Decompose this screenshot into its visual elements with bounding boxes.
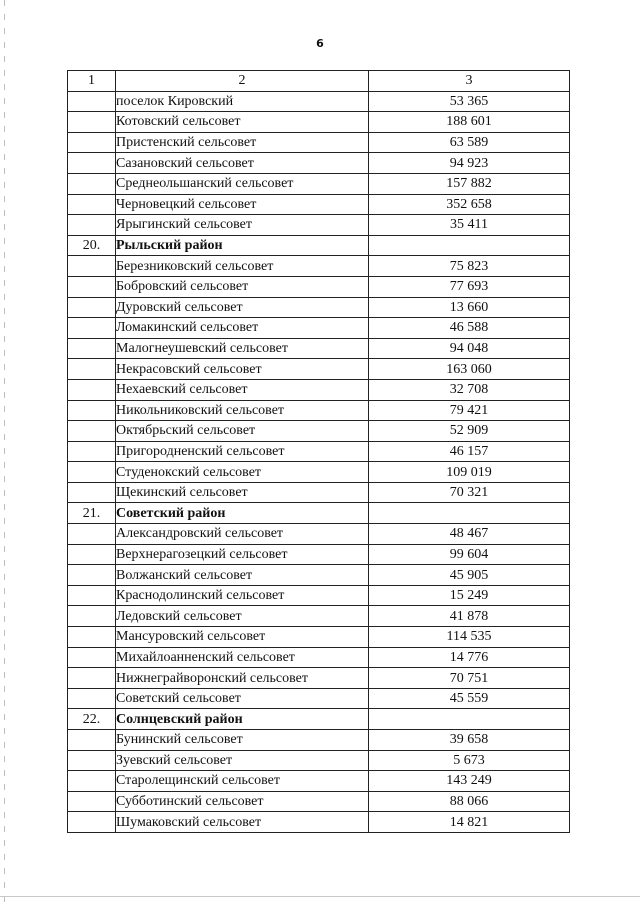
table-row <box>68 668 570 689</box>
row-value: 157 882 <box>369 173 570 194</box>
row-name: Александровский сельсовет <box>116 524 369 545</box>
row-number <box>68 400 116 421</box>
row-name: Сазановский сельсовет <box>116 153 369 174</box>
table-row <box>68 297 570 318</box>
table-row <box>68 771 570 792</box>
row-name: Зуевский сельсовет <box>116 750 369 771</box>
row-number <box>68 173 116 194</box>
row-number <box>68 791 116 812</box>
row-name: Ледовский сельсовет <box>116 606 369 627</box>
table-row <box>68 688 570 709</box>
table-row <box>68 565 570 586</box>
scan-edge-bottom <box>0 896 640 897</box>
row-name: Пригородненский сельсовет <box>116 441 369 462</box>
row-name: Ярыгинский сельсовет <box>116 215 369 236</box>
row-value: 15 249 <box>369 585 570 606</box>
row-name: Солнцевский район <box>116 709 369 730</box>
row-name: Ломакинский сельсовет <box>116 318 369 339</box>
row-value: 79 421 <box>369 400 570 421</box>
row-value: 45 905 <box>369 565 570 586</box>
row-value: 188 601 <box>369 112 570 133</box>
row-name: Мансуровский сельсовет <box>116 627 369 648</box>
table-row <box>68 379 570 400</box>
row-value: 109 019 <box>369 462 570 483</box>
row-value: 14 821 <box>369 812 570 833</box>
table-row <box>68 627 570 648</box>
row-value: 45 559 <box>369 688 570 709</box>
row-value: 46 157 <box>369 441 570 462</box>
row-name: Советский район <box>116 503 369 524</box>
row-number <box>68 338 116 359</box>
row-number <box>68 482 116 503</box>
row-name: Черновецкий сельсовет <box>116 194 369 215</box>
row-name: Нижнеграйворонский сельсовет <box>116 668 369 689</box>
row-number <box>68 750 116 771</box>
header-col-3: 3 <box>369 71 570 92</box>
row-number <box>68 276 116 297</box>
table-row <box>68 194 570 215</box>
table-row <box>68 256 570 277</box>
row-number <box>68 544 116 565</box>
row-name: Шумаковский сельсовет <box>116 812 369 833</box>
row-value: 70 321 <box>369 482 570 503</box>
row-name: Малогнеушевский сельсовет <box>116 338 369 359</box>
row-number <box>68 565 116 586</box>
row-name: Дуровский сельсовет <box>116 297 369 318</box>
row-value: 70 751 <box>369 668 570 689</box>
header-col-2: 2 <box>116 71 369 92</box>
table-row <box>68 112 570 133</box>
row-number <box>68 91 116 112</box>
table-row <box>68 524 570 545</box>
row-value: 114 535 <box>369 627 570 648</box>
row-number: 21. <box>68 503 116 524</box>
row-number <box>68 462 116 483</box>
row-name: Субботинский сельсовет <box>116 791 369 812</box>
district-row <box>68 709 570 730</box>
row-name: Рыльский район <box>116 235 369 256</box>
table-row <box>68 544 570 565</box>
row-value: 46 588 <box>369 318 570 339</box>
table-row <box>68 276 570 297</box>
row-value: 143 249 <box>369 771 570 792</box>
table-row <box>68 215 570 236</box>
row-value: 48 467 <box>369 524 570 545</box>
table-row <box>68 318 570 339</box>
table-row <box>68 750 570 771</box>
row-value: 52 909 <box>369 421 570 442</box>
row-number <box>68 318 116 339</box>
row-value <box>369 709 570 730</box>
row-number <box>68 359 116 380</box>
row-value: 77 693 <box>369 276 570 297</box>
budget-table <box>67 70 570 833</box>
scan-edge-left <box>4 0 5 905</box>
row-name: Бобровский сельсовет <box>116 276 369 297</box>
table-row <box>68 359 570 380</box>
table-row <box>68 132 570 153</box>
table-row <box>68 730 570 751</box>
row-value: 32 708 <box>369 379 570 400</box>
row-number <box>68 668 116 689</box>
row-value: 163 060 <box>369 359 570 380</box>
row-value <box>369 235 570 256</box>
row-number <box>68 256 116 277</box>
row-name: Советский сельсовет <box>116 688 369 709</box>
table-row <box>68 441 570 462</box>
row-number <box>68 297 116 318</box>
table-row <box>68 400 570 421</box>
row-name: Студенокский сельсовет <box>116 462 369 483</box>
row-name: Верхнерагозецкий сельсовет <box>116 544 369 565</box>
row-name: Краснодолинский сельсовет <box>116 585 369 606</box>
row-value: 99 604 <box>369 544 570 565</box>
district-row <box>68 503 570 524</box>
row-value: 39 658 <box>369 730 570 751</box>
row-number <box>68 524 116 545</box>
row-number: 22. <box>68 709 116 730</box>
row-number <box>68 379 116 400</box>
row-value: 94 048 <box>369 338 570 359</box>
row-value: 14 776 <box>369 647 570 668</box>
row-value: 88 066 <box>369 791 570 812</box>
row-value: 63 589 <box>369 132 570 153</box>
row-number <box>68 421 116 442</box>
table-row <box>68 791 570 812</box>
district-row <box>68 235 570 256</box>
row-value: 75 823 <box>369 256 570 277</box>
row-name: поселок Кировский <box>116 91 369 112</box>
row-value: 41 878 <box>369 606 570 627</box>
row-name: Среднеольшанский сельсовет <box>116 173 369 194</box>
table-row <box>68 606 570 627</box>
row-value: 352 658 <box>369 194 570 215</box>
row-name: Нехаевский сельсовет <box>116 379 369 400</box>
table-row <box>68 812 570 833</box>
row-name: Пристенский сельсовет <box>116 132 369 153</box>
row-number <box>68 627 116 648</box>
table-row <box>68 647 570 668</box>
row-number <box>68 606 116 627</box>
row-number: 20. <box>68 235 116 256</box>
row-value: 5 673 <box>369 750 570 771</box>
table-body <box>68 91 570 832</box>
row-value: 53 365 <box>369 91 570 112</box>
row-number <box>68 812 116 833</box>
row-number <box>68 112 116 133</box>
table-row <box>68 338 570 359</box>
row-number <box>68 585 116 606</box>
row-name: Бунинский сельсовет <box>116 730 369 751</box>
row-value: 35 411 <box>369 215 570 236</box>
row-name: Щекинский сельсовет <box>116 482 369 503</box>
row-name: Некрасовский сельсовет <box>116 359 369 380</box>
row-number <box>68 771 116 792</box>
table-row <box>68 421 570 442</box>
row-number <box>68 194 116 215</box>
row-number <box>68 730 116 751</box>
row-number <box>68 647 116 668</box>
table-row <box>68 482 570 503</box>
row-number <box>68 132 116 153</box>
row-value <box>369 503 570 524</box>
row-name: Березниковский сельсовет <box>116 256 369 277</box>
table-row <box>68 585 570 606</box>
table-row <box>68 153 570 174</box>
row-name: Никольниковский сельсовет <box>116 400 369 421</box>
row-value: 94 923 <box>369 153 570 174</box>
row-number <box>68 153 116 174</box>
table-row <box>68 91 570 112</box>
table-row <box>68 462 570 483</box>
row-name: Волжанский сельсовет <box>116 565 369 586</box>
row-number <box>68 441 116 462</box>
row-name: Михайлоанненский сельсовет <box>116 647 369 668</box>
row-name: Октябрьский сельсовет <box>116 421 369 442</box>
row-number <box>68 215 116 236</box>
table-row <box>68 173 570 194</box>
row-name: Старолещинский сельсовет <box>116 771 369 792</box>
row-value: 13 660 <box>369 297 570 318</box>
page-number: 6 <box>316 37 324 50</box>
row-name: Котовский сельсовет <box>116 112 369 133</box>
row-number <box>68 688 116 709</box>
table-header-row <box>68 71 570 92</box>
header-col-1: 1 <box>68 71 116 92</box>
